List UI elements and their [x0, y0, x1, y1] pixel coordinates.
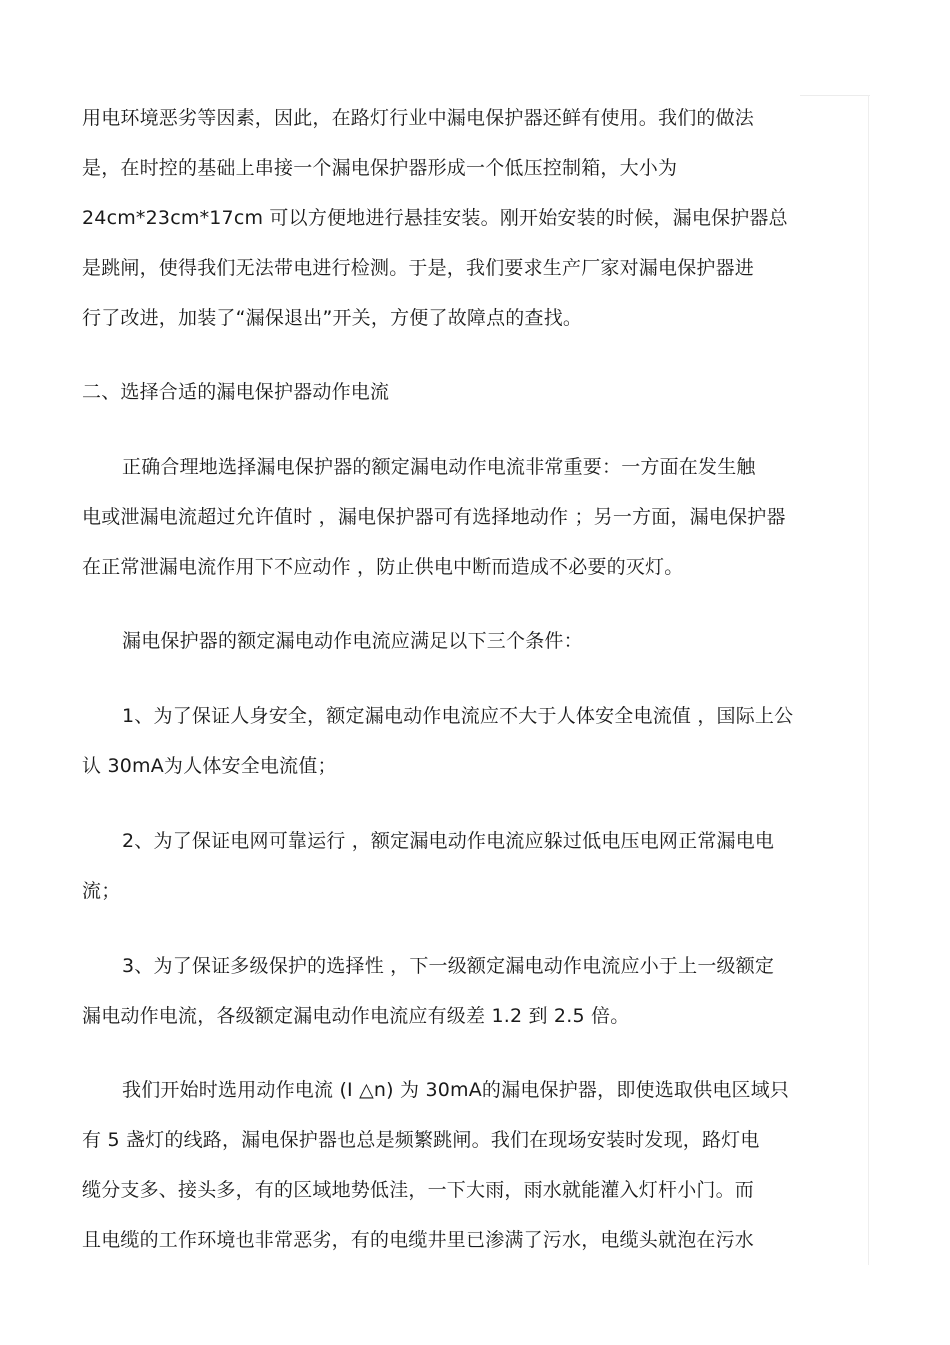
text-line-1: 用电环境恶劣等因素，因此，在路灯行业中漏电保护器还鲜有使用。我们的做法	[82, 107, 755, 129]
text-line-18: 有 5 盏灯的线路，漏电保护器也总是频繁跳闸。我们在现场安装时发现，路灯电	[82, 1129, 760, 1151]
list-item-3-line-1: 3、为了保证多级保护的选择性 ，下一级额定漏电动作电流应小于上一级额定	[122, 955, 775, 977]
text-line-3: 24cm*23cm*17cm 可以方便地进行悬挂安装。刚开始安装的时候，漏电保护器总	[82, 207, 788, 229]
text-line-20: 且电缆的工作环境也非常恶劣，有的电缆井里已渗满了污水，电缆头就泡在污水	[82, 1229, 755, 1251]
text-line-10: 漏电保护器的额定漏电动作电流应满足以下三个条件：	[122, 630, 583, 652]
list-item-3-line-2: 漏电动作电流，各级额定漏电动作电流应有级差 1.2 到 2.5 倍。	[82, 1005, 630, 1027]
text-line-17: 我们开始时选用动作电流 (I △n) 为 30mA的漏电保护器，即使选取供电区域只	[122, 1079, 790, 1101]
page-border-top	[800, 95, 870, 96]
list-item-2-line-1: 2、为了保证电网可靠运行 ，额定漏电动作电流应躲过低电压电网正常漏电电	[122, 830, 775, 852]
list-item-1-line-1: 1、为了保证人身安全，额定漏电动作电流应不大于人体安全电流值 ，国际上公	[122, 705, 794, 727]
list-item-1-line-2: 认 30mA为人体安全电流值；	[82, 755, 337, 777]
text-line-9: 在正常泄漏电流作用下不应动作 ，防止供电中断而造成不必要的灭灯。	[82, 556, 684, 578]
text-line-2: 是，在时控的基础上串接一个漏电保护器形成一个低压控制箱，大小为	[82, 157, 678, 179]
text-line-5: 行了改进，加装了“漏保退出”开关，方便了故障点的查找。	[82, 307, 583, 329]
text-line-7: 正确合理地选择漏电保护器的额定漏电动作电流非常重要：一方面在发生触	[122, 456, 756, 478]
text-line-4: 是跳闸，使得我们无法带电进行检测。于是，我们要求生产厂家对漏电保护器进	[82, 257, 755, 279]
list-item-2-line-2: 流；	[82, 880, 121, 902]
text-line-19: 缆分支多、接头多，有的区域地势低洼，一下大雨，雨水就能灌入灯杆小门。而	[82, 1179, 755, 1201]
section-heading: 二、选择合适的漏电保护器动作电流	[82, 381, 390, 403]
text-line-8: 电或泄漏电流超过允许值时 ，漏电保护器可有选择地动作 ；另一方面，漏电保护器	[82, 506, 786, 528]
page-border-right	[868, 95, 869, 1265]
